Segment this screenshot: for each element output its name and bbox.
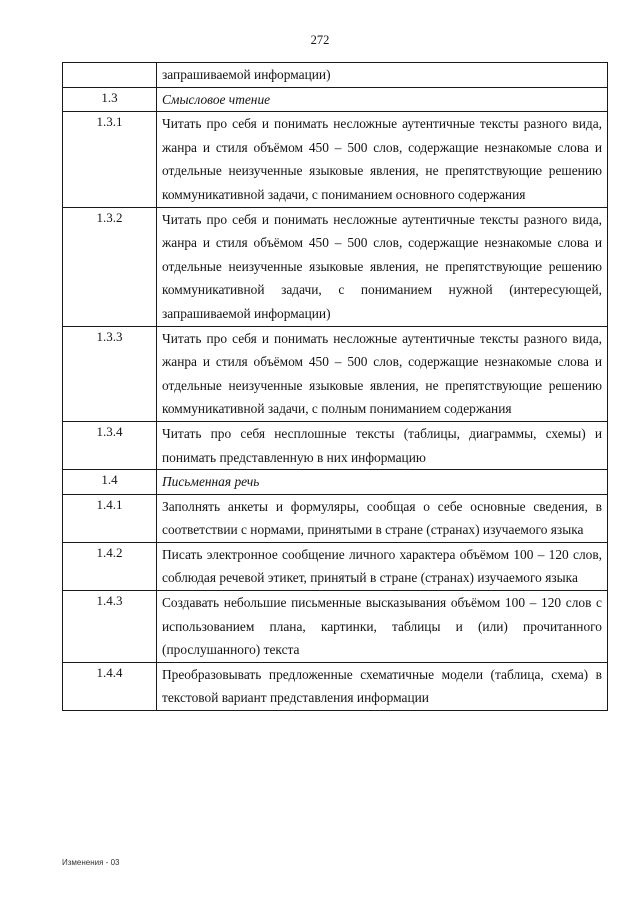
table-row (63, 326, 608, 421)
row-text: Читать про себя и понимать несложные аутентичные тексты разного вида, жанра и стиля объёмом 450 – 500 слов, содержащие незнакомые слова и отдельные неизученные языковые явления, не препятствующие решению коммуникативной задачи, с полным пониманием содержания (157, 326, 608, 421)
section-heading: Письменная речь (157, 470, 608, 495)
row-text: Писать электронное сообщение личного характера объёмом 100 – 120 слов, соблюдая речевой этикет, принятый в стране (странах) изучаемого языка (157, 542, 608, 590)
row-text: Читать про себя и понимать несложные аутентичные тексты разного вида, жанра и стиля объёмом 450 – 500 слов, содержащие незнакомые слова и отдельные неизученные языковые явления, не препятствующие решению коммуникативной задачи, с пониманием нужной (интересующей, запрашиваемой информации) (157, 207, 608, 326)
table-row (63, 207, 608, 326)
row-number: 1.3 (63, 87, 157, 112)
row-number: 1.4.2 (63, 542, 157, 590)
footer-revision-note: Изменения - 03 (62, 858, 120, 867)
table-row (63, 494, 608, 542)
table-row (63, 421, 608, 469)
row-text: Преобразовывать предложенные схематичные модели (таблица, схема) в текстовой вариант представления информации (157, 662, 608, 710)
row-text: Читать про себя несплошные тексты (таблицы, диаграммы, схемы) и понимать представленную в них информацию (157, 421, 608, 469)
section-heading: Смысловое чтение (157, 87, 608, 112)
table-row (63, 112, 608, 207)
row-number: 1.4.3 (63, 591, 157, 663)
row-text: Читать про себя и понимать несложные аутентичные тексты разного вида, жанра и стиля объёмом 450 – 500 слов, содержащие незнакомые слова и отдельные неизученные языковые явления, не препятствующие решению коммуникативной задачи, с пониманием основного содержания (157, 112, 608, 207)
row-number: 1.4.4 (63, 662, 157, 710)
table-row (63, 63, 608, 88)
table-row (63, 591, 608, 663)
row-text: запрашиваемой информации) (157, 63, 608, 88)
table-body (63, 63, 608, 711)
row-number (63, 63, 157, 88)
table-row (63, 87, 608, 112)
requirements-table (62, 62, 608, 711)
row-number: 1.4 (63, 470, 157, 495)
row-number: 1.3.1 (63, 112, 157, 207)
table-row (63, 470, 608, 495)
table-row (63, 542, 608, 590)
page-number: 272 (310, 33, 330, 47)
row-number: 1.3.4 (63, 421, 157, 469)
row-number: 1.3.3 (63, 326, 157, 421)
row-number: 1.3.2 (63, 207, 157, 326)
row-number: 1.4.1 (63, 494, 157, 542)
row-text: Заполнять анкеты и формуляры, сообщая о себе основные сведения, в соответствии с нормами, принятыми в стране (странах) изучаемого языка (157, 494, 608, 542)
table-row (63, 662, 608, 710)
row-text: Создавать небольшие письменные высказывания объёмом 100 – 120 слов с использованием плана, картинки, таблицы и (или) прочитанного (прослушанного) текста (157, 591, 608, 663)
